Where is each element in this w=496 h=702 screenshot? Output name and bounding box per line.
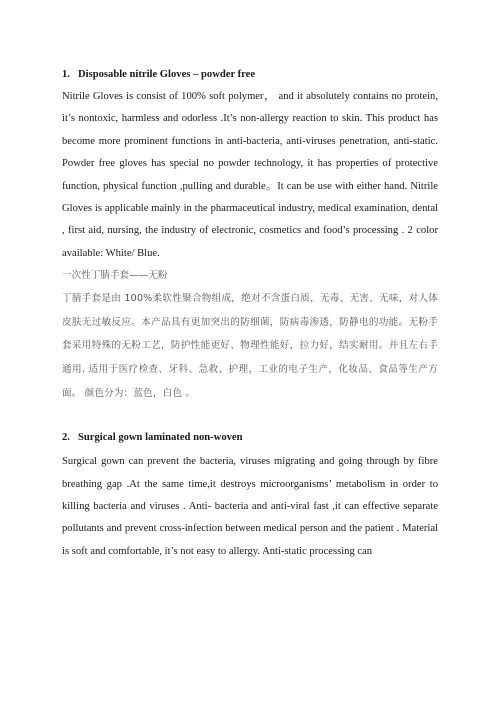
section-1-cn-body: 丁腈手套是由 100%柔软性聚合物组成，绝对不含蛋白质，无毒、无害、无味，对人体皮肤无过敏反应。本产品具有更加突出的防细菌，防病毒渗透，防静电的功能。无粉手套采用特殊的无粉工艺，防护性能更好、物理性能好，拉力好，结实耐用。并且左右手通用. 适用于医疗检查、牙科、急救、护理，工业的电子生产，化妆品、食品等生产方面。 颜色分为：蓝色，白色 。 xyxy=(62,293,438,399)
section-2-number: 2. xyxy=(62,432,70,444)
section-1-number: 1. xyxy=(62,69,70,80)
section-2-body: Surgical gown can prevent the bacteria, viruses migrating and going through by fibre breathing gap .At the same time,it destroys microorganisms’ metabolism in order to killing bacteria and viruses . Anti- bacteria and anti-viral fast ,it can effective separate pollutants and prevent cross-infection between medical person and the patient . Material is soft and comfortable, it’s not easy to allergy. Anti-static processing can xyxy=(62,456,438,557)
section-2-title: Surgical gown laminated non-woven xyxy=(78,432,243,444)
document-content xyxy=(62,64,438,563)
section-1-title: Disposable nitrile Gloves – powder free xyxy=(78,69,256,80)
section-1-cn-title: 一次性丁腈手套——无粉 xyxy=(62,270,168,282)
section-spacer xyxy=(62,405,438,427)
section-2-heading xyxy=(62,427,438,449)
section-1-heading xyxy=(62,64,438,86)
section-1-body: Nitrile Gloves is consist of 100% soft polymer， and it absolutely contains no protein, it’s nontoxic, harmless and odorless .It’s non-allergy reaction to skin. This product has become more prominent functions in anti-bacteria, anti-viruses penetration, anti-static. Powder free gloves has special no powder technology, it has properties of protective function, physical function ,pulling and durable。It can be use with either hand. Nitrile Gloves is applicable mainly in the pharmaceutical industry, medical examination, dental , first aid, nursing, the industry of electronic, cosmetics and food’s processing . 2 color available: White/ Blue. xyxy=(62,91,438,259)
